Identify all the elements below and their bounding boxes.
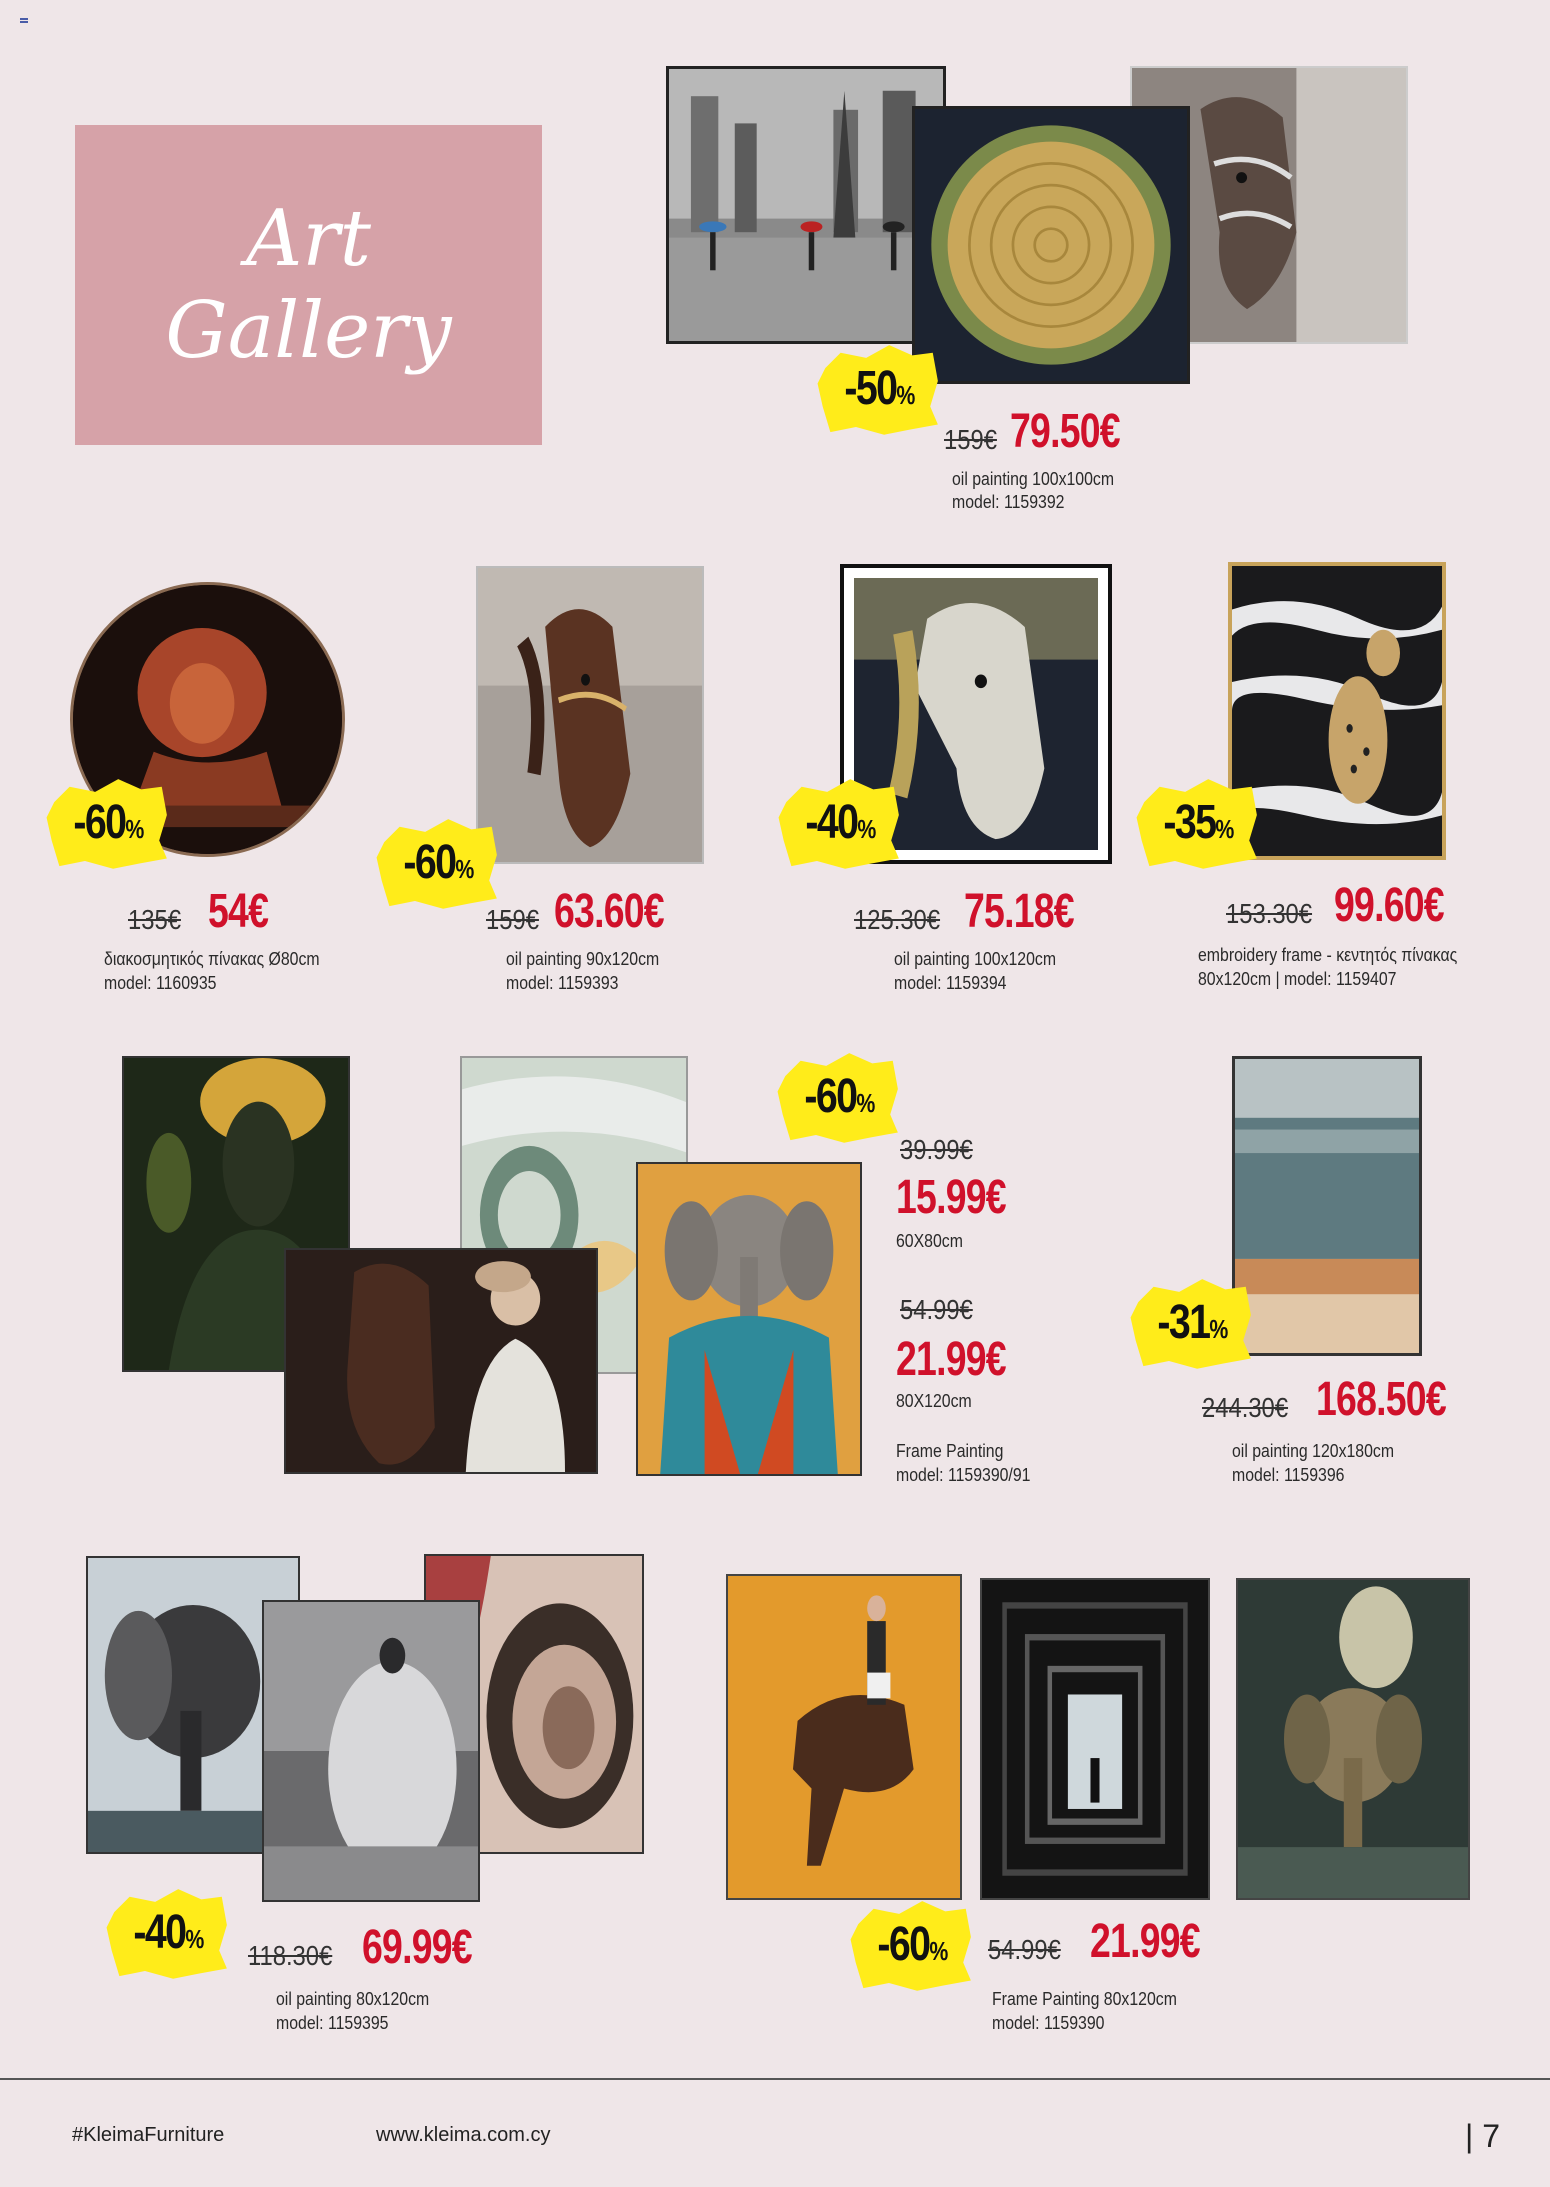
discount-badge-o5: -35 % xyxy=(1134,774,1262,870)
new-price-o6-b: 21.99€ xyxy=(896,1333,1006,1386)
discount-badge-o7: -31 % xyxy=(1128,1274,1256,1370)
desc-o7-line1: oil painting 120x180cm xyxy=(1232,1441,1395,1461)
painting-brown-horse xyxy=(476,566,704,864)
art-gallery-title-box xyxy=(75,125,542,445)
footer-website-link[interactable]: www.kleima.com.cy xyxy=(376,2124,551,2146)
footer-hashtag[interactable]: #KleimaFurniture xyxy=(72,2124,225,2146)
desc-o4-line2: model: 1159394 xyxy=(894,973,1007,993)
painting-tunnel xyxy=(980,1578,1210,1900)
painting-elephant-jacket xyxy=(636,1162,862,1476)
painting-woman-with-horse xyxy=(284,1248,598,1474)
new-price-o3: 63.60€ xyxy=(554,885,664,938)
painting-gold-circle xyxy=(912,106,1190,384)
old-price-o6-b: 54.99€ xyxy=(900,1294,973,1325)
desc-o1-line2: model: 1159392 xyxy=(952,492,1065,512)
desc-o4-line1: oil painting 100x120cm xyxy=(894,949,1057,969)
desc-o2-line2: model: 1160935 xyxy=(104,973,217,993)
desc-o9-line2: model: 1159390 xyxy=(992,2013,1105,2033)
old-price-o5: 153.30€ xyxy=(1226,898,1313,929)
desc-o8-line2: model: 1159395 xyxy=(276,2013,389,2033)
new-price-o9: 21.99€ xyxy=(1090,1915,1200,1968)
new-price-o8: 69.99€ xyxy=(362,1921,472,1974)
new-price-o4: 75.18€ xyxy=(964,885,1074,938)
new-price-o2: 54€ xyxy=(208,885,269,938)
size-o6-a: 60X80cm xyxy=(896,1231,963,1251)
page-number: | 7 xyxy=(1465,2118,1500,2154)
old-price-o9: 54.99€ xyxy=(988,1934,1061,1965)
painting-abstract-forest xyxy=(1232,1056,1422,1356)
desc-o5-line2: 80x120cm | model: 1159407 xyxy=(1198,969,1397,989)
footer-divider xyxy=(0,2078,1550,2080)
desc-o6-line2: model: 1159390/91 xyxy=(896,1465,1031,1485)
old-price-o4: 125.30€ xyxy=(854,904,941,935)
old-price-o3: 159€ xyxy=(486,904,539,935)
desc-o2-line1: διακοσμητικός πίνακας Ø80cm xyxy=(104,949,320,969)
new-price-o1: 79.50€ xyxy=(1010,405,1120,458)
old-price-o8: 118.30€ xyxy=(248,1940,333,1971)
desc-o8-line1: oil painting 80x120cm xyxy=(276,1989,430,2009)
discount-badge-o4: -40 % xyxy=(776,774,904,870)
menu-icon[interactable] xyxy=(20,18,28,24)
desc-o7-line2: model: 1159396 xyxy=(1232,1465,1345,1485)
old-price-o2: 135€ xyxy=(128,904,181,935)
new-price-o6-a: 15.99€ xyxy=(896,1171,1006,1224)
painting-rider-on-horse xyxy=(726,1574,962,1900)
desc-o1-line1: oil painting 100x100cm xyxy=(952,469,1115,489)
painting-city-rain xyxy=(666,66,946,344)
discount-badge-o8: -40 % xyxy=(104,1884,232,1980)
new-price-o7: 168.50€ xyxy=(1316,1373,1446,1426)
discount-badge-o2: -60 % xyxy=(44,774,172,870)
painting-grey-abstract xyxy=(262,1600,480,1902)
title-line-2: Gallery xyxy=(165,286,452,376)
discount-badge-o6: -60 % xyxy=(775,1048,903,1144)
discount-badge-o9: -60 % xyxy=(848,1896,976,1992)
desc-o5-line1: embroidery frame - κεντητός πίνακας xyxy=(1198,945,1458,965)
discount-badge-o1: -50 % xyxy=(815,340,943,436)
old-price-o1: 159€ xyxy=(944,424,997,455)
title-line-1: Art xyxy=(246,194,371,284)
desc-o9-line1: Frame Painting 80x120cm xyxy=(992,1989,1177,2009)
new-price-o5: 99.60€ xyxy=(1334,879,1444,932)
desc-o6-line1: Frame Painting xyxy=(896,1441,1004,1461)
painting-elephant-moon xyxy=(1236,1578,1470,1900)
desc-o3-line2: model: 1159393 xyxy=(506,973,619,993)
old-price-o7: 244.30€ xyxy=(1202,1392,1289,1423)
old-price-o6-a: 39.99€ xyxy=(900,1134,973,1165)
discount-badge-o3: -60 % xyxy=(374,814,502,910)
size-o6-b: 80X120cm xyxy=(896,1391,972,1411)
desc-o3-line1: oil painting 90x120cm xyxy=(506,949,660,969)
